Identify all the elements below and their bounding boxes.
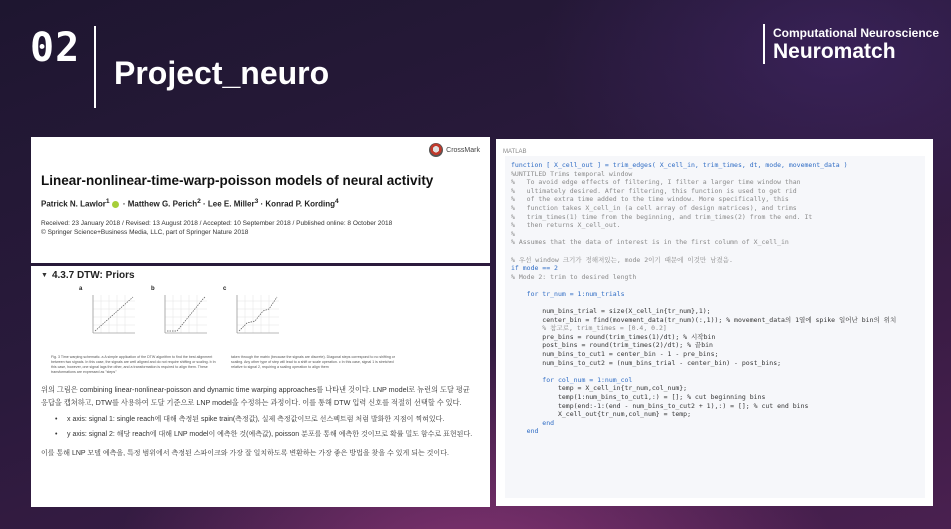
brand-subtitle: Computational Neuroscience (773, 26, 940, 40)
author-name: Matthew G. Perich (127, 199, 198, 209)
code-line: %UNTITLED Trims temporal window (511, 169, 633, 178)
paper-header-panel (31, 137, 490, 263)
warp-path (95, 297, 133, 331)
figure-panel-b (151, 287, 215, 345)
author-affiliation: 1 (105, 198, 110, 205)
author-name: Patrick N. Lawlor (41, 199, 106, 209)
list-item: • y axis: signal 2: 해당 reach에 대해 LNP model이 예측한 것(예측값), poisson 분포를 통해 예측한 것이므로 확률 밀도 함수로 표현된다. (55, 429, 478, 441)
slide-number: 02 (30, 25, 81, 71)
crossmark-badge[interactable] (429, 143, 480, 157)
code-line: % function takes X_cell_in (a cell array of design matrices), and trims (511, 203, 797, 212)
crossmark-label: CrossMark (446, 146, 480, 154)
warp-path (239, 297, 277, 331)
code-line: num_bins_trial = size(X_cell_in{tr_num},1); (511, 307, 711, 316)
code-line: end (511, 427, 539, 436)
grid-lines (237, 295, 279, 333)
brand-logo (773, 26, 939, 63)
author-name: Lee E. Miller (207, 199, 255, 209)
code-line: temp(end:-1:(end - num_bins_to_cut2 + 1),:) = []; % cut end bins (511, 401, 809, 410)
code-line: end (511, 418, 555, 427)
code-line: % 우선 window 크기가 정해져있는, mode 2이기 때문에 이것만 남겼음. (511, 255, 733, 264)
section-heading-text: 4.3.7 DTW: Priors (51, 270, 135, 281)
code-line: % (511, 229, 515, 238)
figure-caption (51, 355, 478, 374)
code-block[interactable] (505, 156, 925, 498)
paper-title: Linear-nonlinear-time-warp-poisson models of neural activity (41, 173, 434, 188)
author-affiliation: 4 (335, 198, 339, 205)
section-heading[interactable] (41, 270, 478, 281)
code-line: % ultimately desired. After filtering, this function is used to get rid (511, 186, 797, 195)
code-line: X_cell_out{tr_num,col_num} = temp; (511, 410, 692, 419)
code-line: % of the extra time added to the time window. More specifically, this (511, 195, 789, 204)
code-line: % Mode 2: trim to desired length (511, 272, 637, 281)
code-line: % then returns X_cell_out. (511, 221, 621, 230)
notes-bullet-list (55, 414, 478, 442)
code-line: for tr_num = 1:num_trials (511, 289, 625, 298)
code-line: center_bin = find(movement_data(tr_num)(:,1)); % movement_data의 1열에 spike 일어난 bin의 위치 (511, 315, 897, 324)
code-line: for col_num = 1:num_col (511, 375, 633, 384)
code-line: % Assumes that the data of interest is in the first column of X_cell_in (511, 238, 789, 247)
figure-label: b (151, 286, 155, 292)
code-line: % trim_times(1) time from the beginning, and trim_times(2) from the end. It (511, 212, 813, 221)
author-affiliation: 2 (197, 198, 201, 205)
code-line (511, 299, 925, 308)
author-name: Konrad P. Kording (265, 199, 336, 209)
figure-label: a (79, 286, 83, 292)
brand-divider (763, 24, 765, 64)
grid-lines (165, 295, 207, 333)
dtw-grid-plot-b (157, 293, 209, 341)
code-language-label: MATLAB (503, 149, 527, 155)
figure-caption-left: Fig. 3 Time warping schematic. a A simple application of the DTW algorithm to find the best alignment between two signals. In this case, the signals are well aligned and do not require shifting or scaling. b In this case, however, one signal lags the other, and a transformation is required to align them. These transformations are expressed as "steps" (51, 355, 216, 374)
code-line (511, 367, 925, 376)
code-line: if mode == 2 (511, 264, 558, 273)
header-divider (94, 26, 96, 108)
figure-label: c (223, 286, 227, 292)
paper-authors: Patrick N. Lawlor$^1$ · Matthew G. Perich$^2$ · Lee E. Miller$^3$ · Konrad P. Kording$^4$ (41, 198, 339, 209)
code-line: pre_bins = round(trim_times(1)/dt); % 시작bin (511, 332, 716, 341)
collapse-caret-icon[interactable]: ▼ (41, 272, 48, 279)
dtw-figure (79, 287, 478, 345)
code-line: temp = X_cell_in{tr_num,col_num}; (511, 384, 688, 393)
dtw-grid-plot-c (229, 293, 281, 341)
code-line: % 참고로, trim_times = [0.4, 0.2] (511, 324, 667, 333)
code-line: num_bins_to_cut2 = (num_bins_trial - center_bin) - post_bins; (511, 358, 782, 367)
dtw-grid-plot-a (85, 293, 137, 341)
code-panel (496, 139, 933, 506)
code-line (511, 281, 925, 290)
paper-copyright: © Springer Science+Business Media, LLC, part of Springer Nature 2018 (41, 228, 249, 236)
code-line: num_bins_to_cut1 = center_bin - 1 - pre_bins; (511, 350, 719, 359)
orcid-icon[interactable] (112, 201, 119, 208)
notes-conclusion: 이를 통해 LNP 모델 예측을, 특정 범위에서 측정된 스파이크와 가장 잘 일치하도록 변환하는 가장 좋은 방법을 찾을 수 있게 되는 것이다. (41, 450, 449, 458)
author-affiliation: 3 (254, 198, 259, 205)
brand-name: Neuromatch (773, 40, 896, 64)
paper-meta (41, 219, 480, 237)
figure-panel-c (223, 287, 287, 345)
code-line: temp(1:num_bins_to_cut1,:) = []; % cut beginning bins (511, 393, 766, 402)
notes-panel (31, 266, 490, 507)
code-line: function [ X_cell_out ] = trim_edges( X_cell_in, trim_times, dt, mode, movement_data ) (511, 161, 848, 169)
figure-caption-right: taken through the matrix (because the signals are discrete). Diagonal steps correspond to no shifting or scaling. Any other type of step will lead to a shift or scale operation. c In this case, signal 1 is stretched relative to signal 2, requiring a scaling operation to align them (231, 355, 396, 369)
paper-dates: Received: 23 January 2018 / Revised: 13 August 2018 / Accepted: 10 September 2018 / Published online: 8 October 2018 (41, 219, 393, 227)
crossmark-icon (429, 143, 443, 157)
slide-title: Project_neuro (114, 55, 330, 91)
figure-panel-a (79, 287, 143, 345)
code-line: post_bins = round(trim_times(2)/dt); % 끝bin (511, 341, 713, 350)
warp-path (167, 297, 205, 331)
list-item: • x axis: signal 1: single reach에 대해 측정된 spike train(측정값), 실제 측정값이므로 선스펙트럼 처럼 발화한 지점이 찍혀있다. (55, 414, 478, 426)
code-line (511, 247, 925, 256)
code-line: % To avoid edge effects of filtering, I filter a larger time window than (511, 178, 801, 187)
notes-paragraph: 위의 그림은 combining linear-nonlinear-poisson and dynamic time warping approaches를 나타낸 것이다. LNP model로 뉴런의 도달 평균 응답을 캡쳐하고, DTW를 사용하여 도달 기준으로 LNP model을 수정하는 과정이다. 이를 통해 DTW 입력 신호를 적절히 선택할 수 있다. (41, 385, 470, 407)
